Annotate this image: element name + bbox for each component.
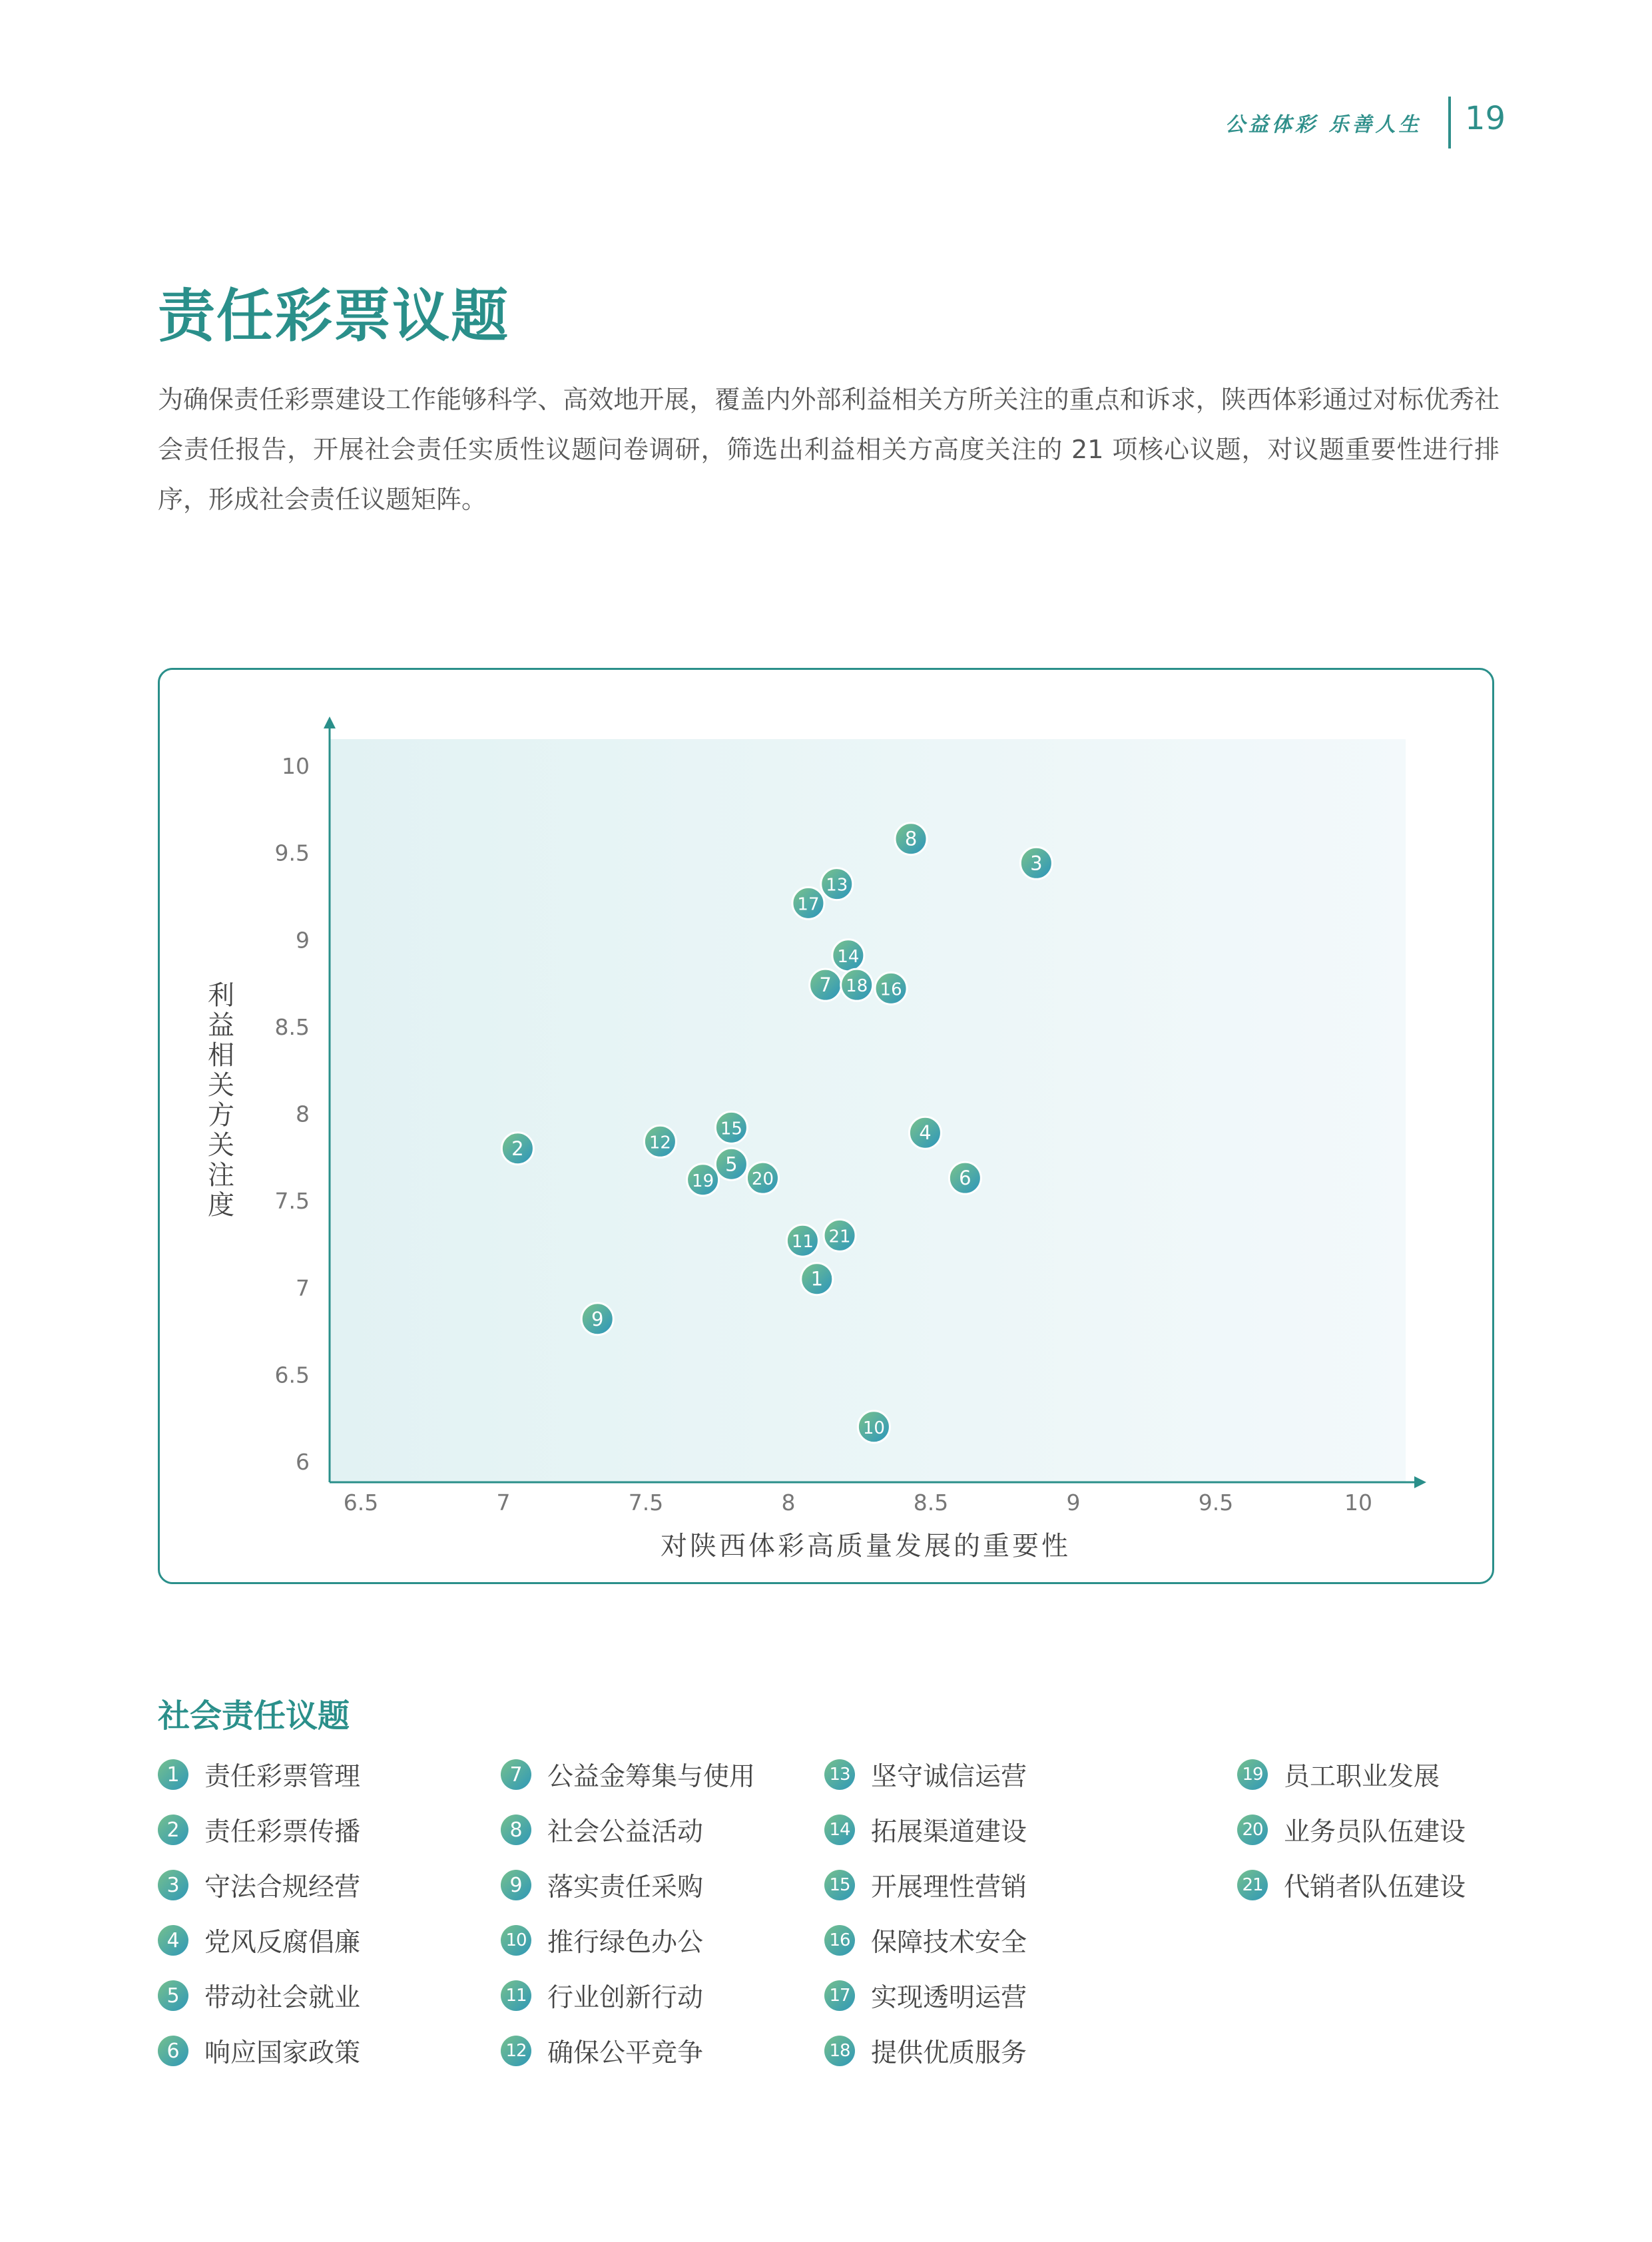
issue-point-3 xyxy=(1020,847,1052,879)
legend-label: 公益金筹集与使用 xyxy=(547,1762,756,1792)
legend-label: 业务员队伍建设 xyxy=(1284,1817,1466,1847)
y-axis-arrow xyxy=(324,716,336,728)
legend-item xyxy=(158,1758,360,1791)
x-axis-label: 对陕西体彩高质量发展的重要性 xyxy=(661,1531,1071,1561)
legend-item xyxy=(158,2034,360,2068)
issue-point-label: 9 xyxy=(591,1307,604,1330)
legend-item xyxy=(824,1813,1027,1846)
legend-number-badge: 17 xyxy=(824,1980,855,2011)
legend-label: 坚守诚信运营 xyxy=(871,1762,1027,1792)
y-tick-label: 6 xyxy=(296,1449,310,1475)
x-tick-label: 8 xyxy=(781,1490,796,1516)
issue-point-13 xyxy=(821,868,853,900)
intro-paragraph: 为确保责任彩票建设工作能够科学、高效地开展，覆盖内外部利益相关方所关注的重点和诉求，陕西体彩通过对标优秀社会责任报告，开展社会责任实质性议题问卷调研，筛选出利益相关方高度关注的 21 项核心议题，对议题重要性进行排序，形成社会责任议题矩阵。 xyxy=(158,385,1500,514)
issue-point-label: 10 xyxy=(862,1418,885,1438)
y-tick-label: 9.5 xyxy=(274,840,310,866)
legend-item xyxy=(824,1758,1027,1791)
legend-label: 员工职业发展 xyxy=(1284,1762,1440,1792)
legend-number-badge: 21 xyxy=(1237,1870,1268,1900)
x-tick-label: 8.5 xyxy=(913,1490,949,1516)
issue-point-15 xyxy=(715,1111,747,1143)
legend-number-badge: 6 xyxy=(158,2036,188,2066)
issue-point-label: 21 xyxy=(828,1227,851,1247)
y-axis-label: 利益相关方关注度 xyxy=(208,980,234,1221)
y-tick-label: 6.5 xyxy=(274,1362,310,1388)
y-tick-label: 9 xyxy=(296,927,310,954)
issue-point-18 xyxy=(841,969,873,1001)
legend-item xyxy=(501,1868,703,1902)
issue-point-10 xyxy=(858,1411,890,1443)
issue-point-label: 4 xyxy=(919,1121,932,1145)
legend-item xyxy=(501,2034,703,2068)
legend-number-badge: 9 xyxy=(501,1870,531,1900)
legend-number-badge: 10 xyxy=(501,1925,531,1956)
issue-point-21 xyxy=(824,1219,856,1251)
legend-label: 带动社会就业 xyxy=(204,1983,361,2013)
issue-point-label: 18 xyxy=(846,976,868,997)
legend-number-badge: 3 xyxy=(158,1870,188,1900)
x-tick-label: 6.5 xyxy=(343,1490,379,1516)
issue-point-label: 12 xyxy=(649,1133,671,1153)
y-tick-label: 10 xyxy=(282,753,310,779)
legend-item xyxy=(501,1979,703,2012)
legend-label: 落实责任采购 xyxy=(547,1872,704,1902)
legend-number-badge: 20 xyxy=(1237,1815,1268,1845)
legend-item xyxy=(158,1868,360,1902)
legend-label: 拓展渠道建设 xyxy=(871,1817,1027,1847)
issue-point-8 xyxy=(895,823,927,855)
legend-label: 行业创新行动 xyxy=(547,1983,704,2013)
legend-item xyxy=(158,1979,360,2012)
legend-number-badge: 13 xyxy=(824,1759,855,1790)
legend-number-badge: 7 xyxy=(501,1759,531,1790)
y-tick-label: 7 xyxy=(296,1274,310,1301)
legend-label: 代销者队伍建设 xyxy=(1284,1872,1466,1902)
issue-point-label: 14 xyxy=(837,946,860,967)
issue-point-6 xyxy=(949,1162,981,1194)
legend-number-badge: 4 xyxy=(158,1925,188,1956)
legend-item xyxy=(1237,1813,1466,1846)
issue-point-20 xyxy=(746,1162,778,1194)
legend-title: 社会责任议题 xyxy=(158,1697,350,1735)
issue-point-11 xyxy=(786,1225,818,1257)
legend-label: 党风反腐倡廉 xyxy=(204,1928,361,1958)
legend-item xyxy=(824,1868,1027,1902)
issue-point-2 xyxy=(501,1133,533,1165)
issue-point-19 xyxy=(687,1164,719,1196)
x-tick-label: 10 xyxy=(1344,1490,1372,1516)
issue-point-label: 3 xyxy=(1030,852,1043,875)
x-tick-label: 7 xyxy=(496,1490,511,1516)
y-tick-label: 8.5 xyxy=(274,1013,310,1040)
page-title: 责任彩票议题 xyxy=(158,283,509,350)
issue-point-17 xyxy=(792,887,824,919)
x-tick-label: 9 xyxy=(1066,1490,1081,1516)
legend-label: 推行绿色办公 xyxy=(547,1928,704,1958)
issue-point-14 xyxy=(832,940,864,972)
issue-point-9 xyxy=(581,1303,613,1335)
x-tick-label: 9.5 xyxy=(1198,1490,1234,1516)
legend-number-badge: 12 xyxy=(501,2036,531,2066)
plot-area xyxy=(330,739,1406,1482)
issue-point-label: 19 xyxy=(692,1171,714,1191)
legend-item xyxy=(1237,1868,1466,1902)
issue-point-label: 5 xyxy=(725,1153,738,1176)
issue-point-label: 16 xyxy=(880,980,902,1000)
legend-label: 确保公平竞争 xyxy=(547,2038,704,2068)
issue-point-label: 7 xyxy=(819,974,832,997)
legend-number-badge: 15 xyxy=(824,1870,855,1900)
legend-label: 守法合规经营 xyxy=(204,1872,361,1902)
legend-label: 责任彩票传播 xyxy=(204,1817,361,1847)
legend-label: 社会公益活动 xyxy=(547,1817,704,1847)
legend-number-badge: 16 xyxy=(824,1925,855,1956)
issue-point-label: 20 xyxy=(751,1169,774,1190)
issue-point-1 xyxy=(801,1263,833,1295)
legend-item xyxy=(501,1758,755,1791)
legend-number-badge: 5 xyxy=(158,1980,188,2011)
issue-point-16 xyxy=(875,972,907,1004)
legend-label: 实现透明运营 xyxy=(871,1983,1027,2013)
legend-number-badge: 11 xyxy=(501,1980,531,2011)
issue-point-label: 15 xyxy=(720,1119,742,1139)
legend-item xyxy=(1237,1758,1440,1791)
legend-number-badge: 1 xyxy=(158,1759,188,1790)
issue-point-5 xyxy=(715,1148,747,1180)
y-tick-label: 8 xyxy=(296,1101,310,1127)
issue-point-label: 1 xyxy=(810,1267,824,1290)
issue-point-4 xyxy=(909,1117,941,1149)
legend-number-badge: 18 xyxy=(824,2036,855,2066)
legend-item xyxy=(501,1924,703,1957)
legend-item xyxy=(158,1924,360,1957)
x-tick-label: 7.5 xyxy=(628,1490,664,1516)
page-number: 19 xyxy=(1465,100,1506,137)
issue-point-label: 17 xyxy=(797,894,820,915)
issue-point-label: 13 xyxy=(826,875,848,896)
legend-label: 响应国家政策 xyxy=(204,2038,361,2068)
y-tick-label: 7.5 xyxy=(274,1188,310,1215)
legend-label: 责任彩票管理 xyxy=(204,1762,361,1792)
legend-number-badge: 19 xyxy=(1237,1759,1268,1790)
issue-point-7 xyxy=(810,969,842,1001)
legend-item xyxy=(158,1813,360,1846)
x-axis-arrow xyxy=(1414,1476,1426,1488)
legend-item xyxy=(501,1813,703,1846)
legend-label: 提供优质服务 xyxy=(871,2038,1027,2068)
legend-label: 保障技术安全 xyxy=(871,1928,1027,1958)
legend-item xyxy=(824,2034,1027,2068)
legend-item xyxy=(824,1979,1027,2012)
issue-point-label: 6 xyxy=(959,1167,971,1190)
legend-number-badge: 8 xyxy=(501,1815,531,1845)
legend-item xyxy=(824,1924,1027,1957)
legend-label: 开展理性营销 xyxy=(871,1872,1027,1902)
issue-point-label: 11 xyxy=(791,1232,814,1253)
issue-point-label: 2 xyxy=(511,1137,524,1160)
header-slogan: 公益体彩 乐善人生 xyxy=(1225,113,1422,137)
legend-number-badge: 14 xyxy=(824,1815,855,1845)
legend-number-badge: 2 xyxy=(158,1815,188,1845)
issue-point-12 xyxy=(644,1125,676,1157)
issue-point-label: 8 xyxy=(904,827,918,850)
